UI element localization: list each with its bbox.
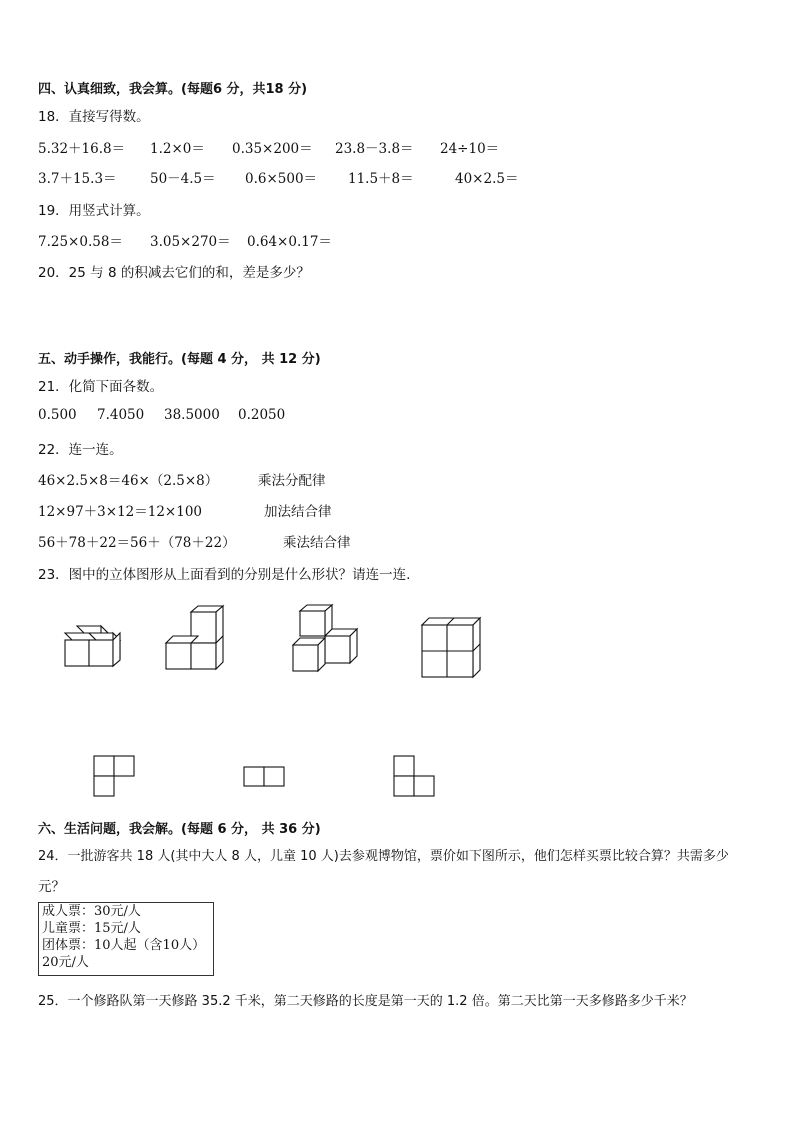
q18-item: 40×2.5＝ <box>455 171 519 187</box>
solid-figure-3 <box>293 605 357 671</box>
q21-title: 21．化简下面各数。 <box>38 379 164 395</box>
q19-item: 0.64×0.17＝ <box>247 234 332 250</box>
q18-item: 24÷10＝ <box>440 141 500 157</box>
q19-item: 3.05×270＝ <box>150 234 231 250</box>
q22-left-item: 12×97＋3×12＝12×100 <box>38 504 203 520</box>
q18-title: 18．直接写得数。 <box>38 109 150 125</box>
section6-heading: 六、生活问题，我会解。(每题 6 分， 共 36 分) <box>38 822 321 837</box>
q18-item: 5.32＋16.8＝ <box>38 141 126 157</box>
q18-item: 1.2×0＝ <box>150 141 205 157</box>
q25-text: 25．一个修路队第一天修路 35.2 千米，第二天修路的长度是第一天的 1.2 倍。第二天比第一天多修路多少千米？ <box>38 994 693 1009</box>
q18-item: 11.5＋8＝ <box>348 171 414 187</box>
q21-item: 0.2050 <box>238 407 286 423</box>
q19-title: 19．用竖式计算。 <box>38 203 150 219</box>
q18-item: 50－4.5＝ <box>150 171 216 187</box>
q18-item: 23.8－3.8＝ <box>335 141 414 157</box>
ticket-line: 20元/人 <box>42 955 89 970</box>
solid-figure-4 <box>422 618 480 677</box>
q22-right-item: 乘法结合律 <box>283 535 351 551</box>
q22-title: 22．连一连。 <box>38 442 123 458</box>
q24-text-cont: 元？ <box>38 879 65 895</box>
q21-item: 38.5000 <box>164 407 220 423</box>
q18-item: 0.6×500＝ <box>245 171 318 187</box>
solid-figure-2 <box>166 606 223 669</box>
q19-item: 7.25×0.58＝ <box>38 234 123 250</box>
top-view-2 <box>244 767 284 786</box>
top-view-3 <box>394 756 434 796</box>
top-view-1 <box>94 756 134 796</box>
section5-heading: 五、动手操作，我能行。(每题 4 分， 共 12 分) <box>38 352 321 367</box>
solid-figure-1 <box>65 626 120 666</box>
q22-right-item: 乘法分配律 <box>258 473 326 489</box>
ticket-line: 成人票：30元/人 <box>42 904 141 919</box>
q20-text: 20．25 与 8 的积减去它们的和，差是多少？ <box>38 265 310 281</box>
q22-left-item: 46×2.5×8＝46×（2.5×8） <box>38 473 219 489</box>
ticket-line: 团体票：10人起（含10人） <box>42 938 206 953</box>
q22-right-item: 加法结合律 <box>264 504 332 520</box>
ticket-line: 儿童票：15元/人 <box>42 921 141 936</box>
q22-left-item: 56＋78＋22＝56＋（78＋22） <box>38 535 236 551</box>
q23-text: 23．图中的立体图形从上面看到的分别是什么形状？请连一连. <box>38 567 411 583</box>
q18-item: 0.35×200＝ <box>232 141 313 157</box>
q24-text: 24．一批游客共 18 人(其中大人 8 人，儿童 10 人)去参观博物馆，票价如下图所示，他们怎样买票比较合算？共需多少 <box>38 849 729 864</box>
ticket-price-box <box>38 902 214 976</box>
q21-item: 0.500 <box>38 407 77 423</box>
q21-item: 7.4050 <box>97 407 145 423</box>
q18-item: 3.7＋15.3＝ <box>38 171 117 187</box>
section4-heading: 四、认真细致，我会算。(每题6 分，共18 分) <box>38 82 308 97</box>
